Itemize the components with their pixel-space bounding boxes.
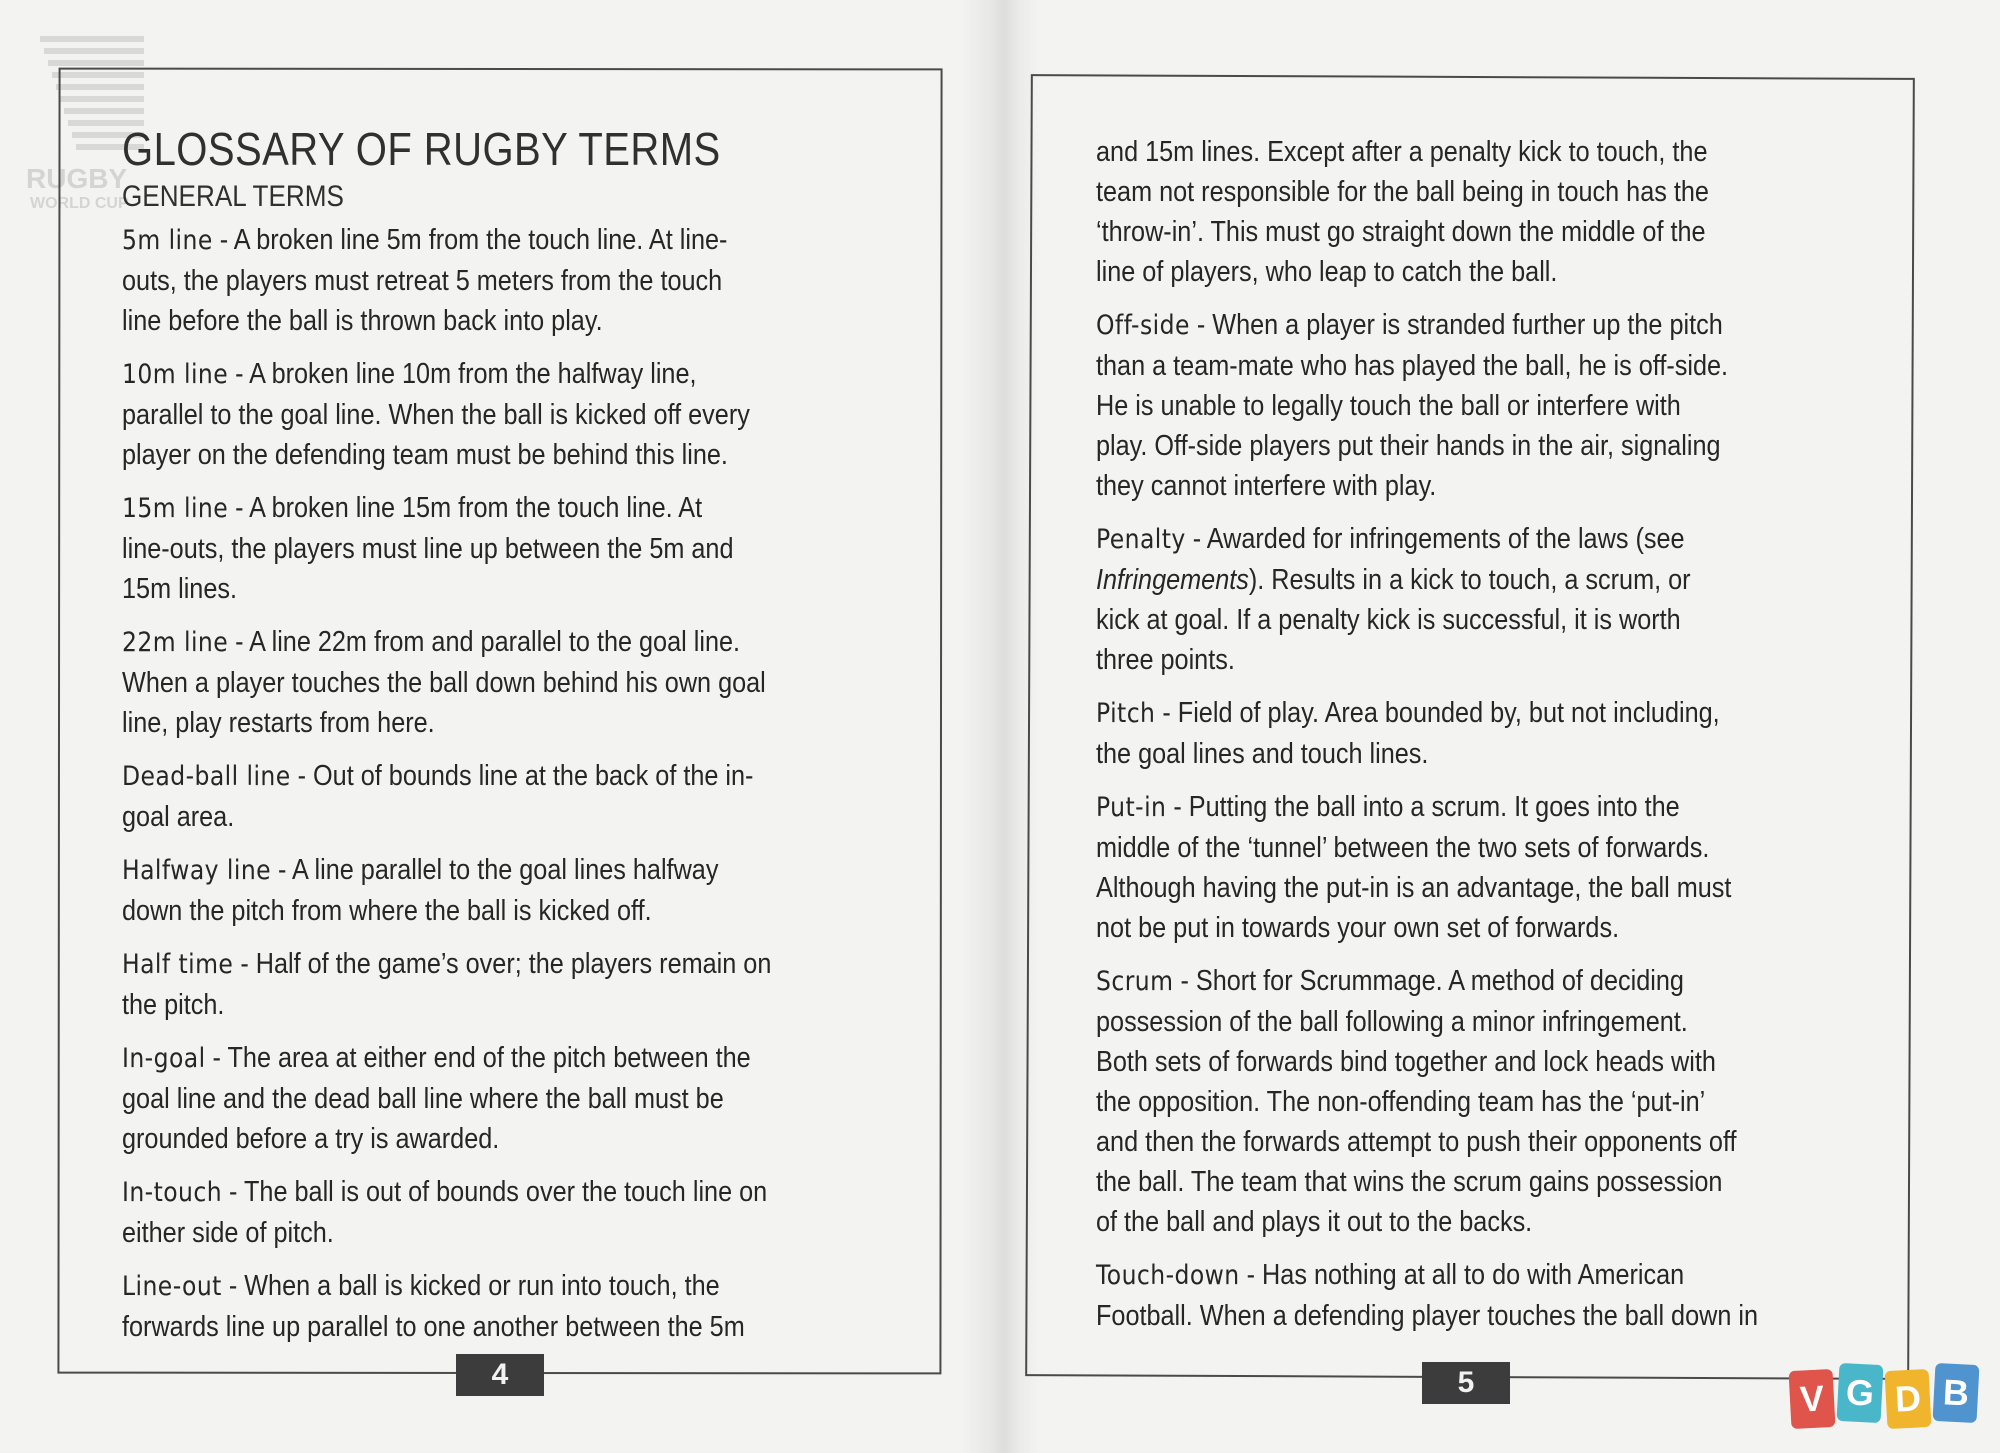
- glossary-term: Penalty: [1096, 524, 1186, 555]
- definition-text: goal area.: [122, 801, 235, 833]
- watermark-letter: D: [1885, 1369, 1932, 1429]
- entry-line: [1096, 305, 1940, 346]
- glossary-entry: [122, 756, 966, 837]
- definition-text: play. Off-side players put their hands in the air, signaling: [1096, 430, 1721, 462]
- definition-text: and then the forwards attempt to push their opponents off: [1096, 1126, 1737, 1158]
- definition-text: The area at either end of the pitch between the: [227, 1042, 751, 1074]
- definition-text: Short for Scrummage. A method of deciding: [1195, 965, 1684, 997]
- glossary-term: Touch-down: [1096, 1260, 1240, 1291]
- entry-line: [122, 944, 966, 985]
- glossary-entry: [122, 220, 966, 341]
- glossary-term: 10m line: [122, 359, 229, 390]
- term-separator: -: [233, 948, 256, 980]
- definition-text: The ball is out of bounds over the touch line on: [244, 1176, 768, 1208]
- glossary-term: Halfway line: [122, 855, 272, 886]
- glossary-term: Pitch: [1096, 698, 1156, 729]
- glossary-entry: [122, 1038, 966, 1159]
- term-separator: -: [1155, 697, 1178, 729]
- glossary-term: Scrum: [1096, 966, 1174, 997]
- svg-text:WORLD CUP: WORLD CUP: [30, 195, 129, 212]
- glossary-entry: [122, 354, 966, 475]
- glossary-term: Off-side: [1096, 310, 1190, 341]
- definition-text: Football. When a defending player touches the ball down in: [1096, 1300, 1759, 1332]
- page-number: 4: [456, 1354, 544, 1396]
- entry-line: [1096, 787, 1940, 828]
- definition-text: line before the ball is thrown back into play.: [122, 305, 603, 337]
- term-separator: -: [1166, 791, 1189, 823]
- term-separator: -: [221, 1270, 245, 1302]
- glossary-entry: [122, 944, 966, 1025]
- entry-line: [1096, 1255, 1940, 1296]
- definition-text: A line parallel to the goal lines halfway: [292, 854, 719, 886]
- glossary-term: In-goal: [122, 1043, 206, 1074]
- glossary-term: 15m line: [122, 493, 229, 524]
- term-separator: -: [228, 626, 250, 658]
- term-separator: -: [1185, 523, 1207, 555]
- definition-text: the ball. The team that wins the scrum gains possession: [1096, 1166, 1723, 1198]
- definition-text: down the pitch from where the ball is kicked off.: [122, 895, 652, 927]
- glossary-entry-list: [1096, 305, 1940, 1336]
- svg-text:RUGBY: RUGBY: [26, 163, 128, 194]
- definition-text: line-outs, the players must line up between the 5m and: [122, 533, 734, 565]
- glossary-entry-list: [122, 220, 966, 1347]
- term-separator: -: [228, 492, 250, 524]
- definition-text: not be put in towards your own set of forwards.: [1096, 912, 1620, 944]
- entry-line: [1096, 693, 1940, 734]
- glossary-term: In-touch: [122, 1177, 223, 1208]
- page-number: 5: [1422, 1362, 1510, 1404]
- section-heading: GENERAL TERMS: [122, 180, 344, 213]
- definition-text: of the ball and plays it out to the backs.: [1096, 1206, 1533, 1238]
- definition-text: Awarded for infringements of the laws (see: [1206, 523, 1685, 555]
- definition-text: Field of play. Area bounded by, but not including,: [1177, 697, 1720, 729]
- glossary-term: Line-out: [122, 1271, 222, 1302]
- definition-text: line of players, who leap to catch the ball.: [1096, 256, 1558, 288]
- definition-text: outs, the players must retreat 5 meters from the touch: [122, 265, 723, 297]
- entry-line: [122, 354, 966, 395]
- entry-line: [122, 220, 966, 261]
- glossary-entry: [1096, 787, 1940, 948]
- left-page-content: [122, 122, 966, 1360]
- definition-text: possession of the ball following a minor infringement.: [1096, 1006, 1688, 1038]
- glossary-entry: [1096, 519, 1940, 680]
- definition-text: Putting the ball into a scrum. It goes into the: [1188, 791, 1680, 823]
- glossary-entry: [122, 488, 966, 609]
- watermark-letter: B: [1933, 1363, 1980, 1423]
- definition-text: player on the defending team must be behind this line.: [122, 439, 728, 471]
- definition-text: team not responsible for the ball being in touch has the: [1096, 176, 1709, 208]
- entry-line: [122, 622, 966, 663]
- term-separator: -: [271, 854, 293, 886]
- glossary-term: Dead-ball line: [122, 761, 291, 792]
- glossary-entry: [1096, 305, 1940, 506]
- entry-line: [1096, 961, 1940, 1002]
- definition-text: kick at goal. If a penalty kick is successful, it is worth: [1096, 604, 1681, 636]
- definition-text: ‘throw-in’. This must go straight down the middle of the: [1096, 216, 1706, 248]
- definition-text: either side of pitch.: [122, 1217, 334, 1249]
- term-separator: -: [1239, 1259, 1263, 1291]
- definition-text: the goal lines and touch lines.: [1096, 738, 1429, 770]
- entry-line: [122, 850, 966, 891]
- entry-line: [122, 488, 966, 529]
- definition-text: Although having the put-in is an advantage, the ball must: [1096, 872, 1732, 904]
- glossary-term: Half time: [122, 949, 234, 980]
- definition-text: and 15m lines. Except after a penalty kick to touch, the: [1096, 136, 1708, 168]
- definition-text: Has nothing at all to do with American: [1262, 1259, 1685, 1291]
- glossary-entry: [1096, 693, 1940, 774]
- glossary-term: 5m line: [122, 225, 213, 256]
- cross-reference: Infringements: [1096, 564, 1249, 596]
- right-page-content: [1096, 132, 1940, 1349]
- definition-text: the pitch.: [122, 989, 225, 1021]
- definition-text: A broken line 5m from the touch line. At line-: [233, 224, 728, 256]
- glossary-entry: [122, 622, 966, 743]
- definition-text: they cannot interfere with play.: [1096, 470, 1437, 502]
- entry-line: [122, 1266, 966, 1307]
- glossary-entry: [1096, 961, 1940, 1242]
- definition-text: goal line and the dead ball line where the ball must be: [122, 1083, 724, 1115]
- glossary-entry: [122, 850, 966, 931]
- definition-text: Half of the game’s over; the players remain on: [255, 948, 772, 980]
- definition-text: He is unable to legally touch the ball or interfere with: [1096, 390, 1681, 422]
- definition-text: Both sets of forwards bind together and lock heads with: [1096, 1046, 1716, 1078]
- entry-line: [122, 1172, 966, 1213]
- term-separator: -: [205, 1042, 228, 1074]
- glossary-entry: [122, 1266, 966, 1347]
- term-separator: -: [1189, 309, 1213, 341]
- glossary-title: GLOSSARY OF RUGBY TERMS: [122, 123, 721, 175]
- entry-line: [122, 1038, 966, 1079]
- definition-text: When a ball is kicked or run into touch, the: [244, 1270, 720, 1302]
- watermark-letter: G: [1837, 1363, 1884, 1423]
- definition-text: the opposition. The non-offending team has the ‘put-in’: [1096, 1086, 1706, 1118]
- entry-line: [1096, 519, 1940, 560]
- definition-text: A broken line 15m from the touch line. At: [249, 492, 703, 524]
- watermark-letter: V: [1789, 1369, 1836, 1429]
- definition-text: When a player is stranded further up the pitch: [1212, 309, 1723, 341]
- definition-text: parallel to the goal line. When the ball is kicked off every: [122, 399, 750, 431]
- definition-text: A line 22m from and parallel to the goal line.: [249, 626, 741, 658]
- term-separator: -: [290, 760, 314, 792]
- vgdb-watermark: [1790, 1366, 1978, 1426]
- definition-text: forwards line up parallel to one another between the 5m: [122, 1311, 745, 1343]
- definition-text: three points.: [1096, 644, 1235, 676]
- definition-text: Infringements). Results in a kick to touch, a scrum, or: [1096, 564, 1691, 596]
- definition-text: A broken line 10m from the halfway line,: [249, 358, 697, 390]
- definition-text: 15m lines.: [122, 573, 237, 605]
- glossary-entry-continuation: [1096, 132, 1940, 292]
- definition-text: line, play restarts from here.: [122, 707, 435, 739]
- definition-text: grounded before a try is awarded.: [122, 1123, 500, 1155]
- glossary-term: Put-in: [1096, 792, 1167, 823]
- definition-text: Out of bounds line at the back of the in-: [313, 760, 754, 792]
- term-separator: -: [228, 358, 250, 390]
- definition-text: than a team-mate who has played the ball, he is off-side.: [1096, 350, 1729, 382]
- definition-text: middle of the ‘tunnel’ between the two sets of forwards.: [1096, 832, 1710, 864]
- term-separator: -: [1173, 965, 1196, 997]
- entry-line: [122, 756, 966, 797]
- definition-text: When a player touches the ball down behind his own goal: [122, 667, 766, 699]
- glossary-entry: [1096, 1255, 1940, 1336]
- term-separator: -: [222, 1176, 245, 1208]
- term-separator: -: [212, 224, 234, 256]
- glossary-entry: [122, 1172, 966, 1253]
- glossary-term: 22m line: [122, 627, 229, 658]
